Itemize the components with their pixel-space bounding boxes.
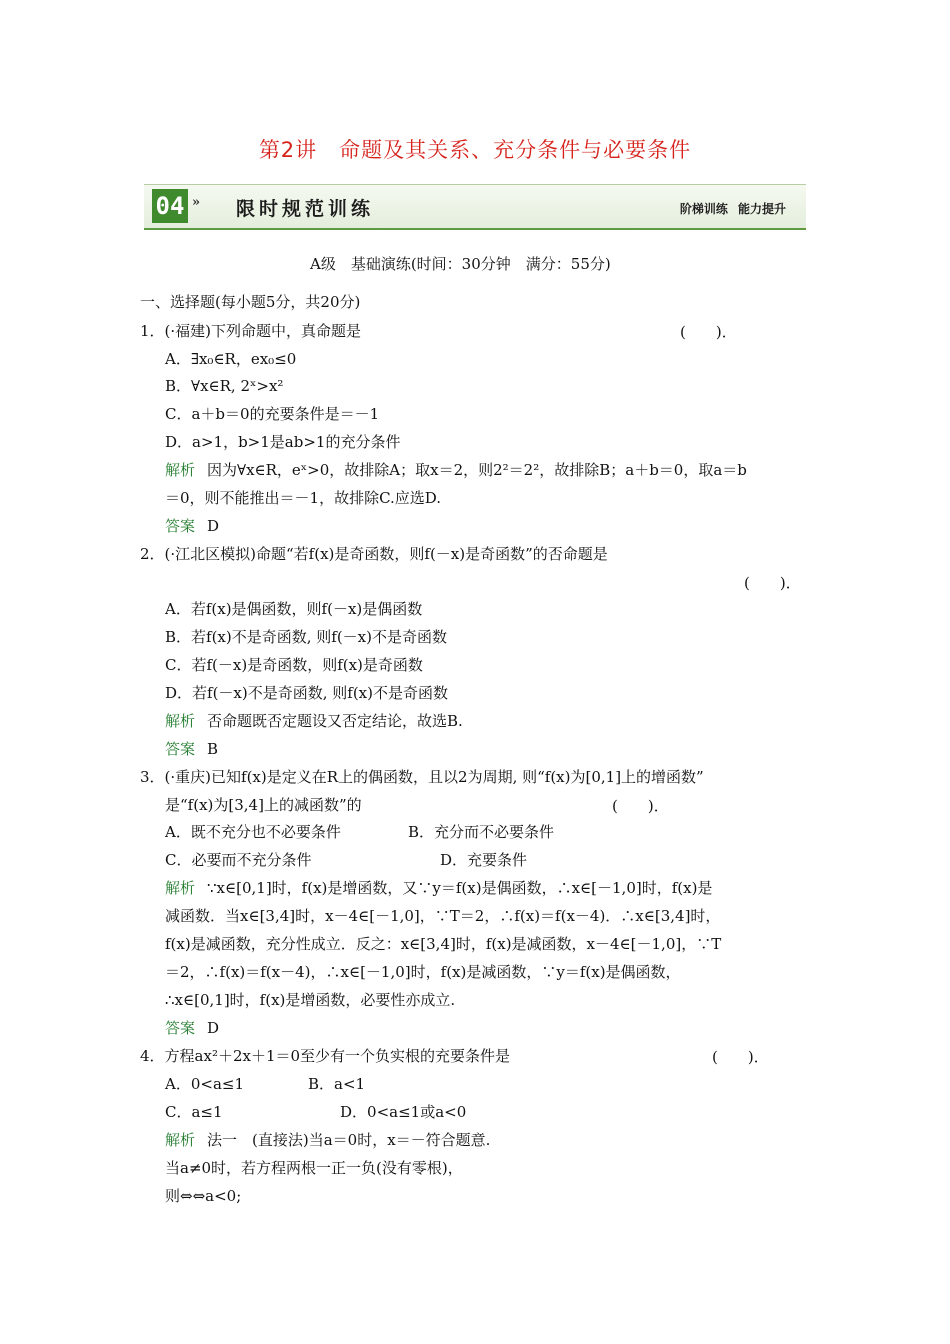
q1-option-b: B．∀x∈R, 2ˣ>x²	[165, 377, 284, 395]
q1-answer: 答案 D	[165, 517, 220, 535]
answer-label: 答案	[165, 1019, 196, 1037]
q1-option-c: C．a＋b＝0的充要条件是＝－1	[165, 405, 380, 423]
q2-option-d: D．若f(－x)不是奇函数, 则f(x)不是奇函数	[165, 684, 448, 702]
analysis-label: 解析	[165, 1131, 196, 1149]
q3-paren: ( )．	[612, 797, 669, 815]
q2-paren: ( )．	[744, 574, 801, 592]
q2-option-b: B．若f(x)不是奇函数, 则f(－x)不是奇函数	[165, 628, 447, 646]
q1-option-d: D．a>1，b>1是ab>1的充分条件	[165, 433, 401, 451]
q2-analysis: 解析 否命题既否定题设又否定结论，故选B.	[165, 712, 463, 730]
section-heading: 一、选择题(每小题5分，共20分)	[140, 293, 361, 311]
q2-answer: 答案 B	[165, 740, 219, 758]
analysis-label: 解析	[165, 712, 196, 730]
analysis-label: 解析	[165, 461, 196, 479]
q1-analysis-2: ＝0，则不能推出＝－1，故排除C.应选D.	[165, 489, 442, 507]
q3-analysis-5: ∴x∈[0,1]时，f(x)是增函数，必要性亦成立.	[165, 991, 456, 1009]
q3-stem-1: 3．(·重庆)已知f(x)是定义在R上的偶函数，且以2为周期, 则“f(x)为[0,1]上的增函数”	[140, 768, 704, 786]
banner-number: 04	[152, 189, 188, 223]
q3-option-d: D．充要条件	[440, 851, 528, 869]
q4-analysis-2: 当a≠0时，若方程两根一正一负(没有零根)，	[165, 1159, 463, 1177]
banner-title: 限时规范训练	[236, 198, 375, 220]
q4-analysis-3: 则⇔⇔a<0;	[165, 1187, 242, 1205]
q4-stem: 4．方程ax²＋2x＋1＝0至少有一个负实根的充要条件是	[140, 1047, 511, 1065]
q3-option-c: C．必要而不充分条件	[165, 851, 312, 869]
q3-answer: 答案 D	[165, 1019, 220, 1037]
q4-option-b: B．a<1	[308, 1075, 366, 1093]
chevron-icon: »	[192, 195, 201, 210]
q2-option-c: C．若f(－x)是奇函数，则f(x)是奇函数	[165, 656, 423, 674]
q4-option-a: A．0<a≤1	[165, 1075, 244, 1093]
q1-option-a: A．∃x₀∈R，ex₀≤0	[165, 350, 297, 368]
q4-option-c: C．a≤1	[165, 1103, 223, 1121]
answer-label: 答案	[165, 517, 196, 535]
q1-stem: 1．(·福建)下列命题中，真命题是	[140, 322, 362, 340]
q3-analysis-1: 解析 ∵x∈[0,1]时，f(x)是增函数，又∵y＝f(x)是偶函数，∴x∈[－1,0]时，f(x)是	[165, 879, 713, 897]
q3-option-a: A．既不充分也不必要条件	[165, 823, 341, 841]
q4-analysis-1: 解析 法一 (直接法)当a＝0时，x＝－符合题意.	[165, 1131, 491, 1149]
q3-analysis-4: ＝2，∴f(x)＝f(x－4)，∴x∈[－1,0]时，f(x)是减函数，∵y＝f(x)是偶函数，	[165, 963, 681, 981]
banner-subtitle: 阶梯训练 能力提升	[679, 202, 786, 216]
q4-paren: ( )．	[712, 1048, 769, 1066]
answer-label: 答案	[165, 740, 196, 758]
q3-analysis-2: 减函数．当x∈[3,4]时，x－4∈[－1,0]，∵T＝2，∴f(x)＝f(x－4)．∴x∈[3,4]时，	[165, 907, 721, 925]
q2-stem: 2．(·江北区模拟)命题“若f(x)是奇函数，则f(－x)是奇函数”的否命题是	[140, 545, 608, 563]
q3-analysis-3: f(x)是减函数，充分性成立．反之：x∈[3,4]时，f(x)是减函数，x－4∈[－1,0]，∵T	[165, 935, 722, 953]
q2-option-a: A．若f(x)是偶函数，则f(－x)是偶函数	[165, 600, 423, 618]
q3-option-b: B．充分而不必要条件	[408, 823, 555, 841]
section-banner	[144, 184, 806, 230]
analysis-label: 解析	[165, 879, 196, 897]
q1-paren: ( )．	[680, 323, 737, 341]
q4-option-d: D．0<a≤1或a<0	[340, 1103, 467, 1121]
page-title: 第2讲 命题及其关系、充分条件与必要条件	[258, 138, 692, 162]
level-heading: A级 基础演练(时间：30分钟 满分：55分)	[310, 255, 611, 273]
q3-stem-2: 是“f(x)为[3,4]上的减函数”的	[165, 796, 362, 814]
q1-analysis-1: 解析 因为∀x∈R，eˣ>0，故排除A；取x＝2，则2²＝2²，故排除B；a＋b＝0，取a＝b	[165, 461, 747, 479]
